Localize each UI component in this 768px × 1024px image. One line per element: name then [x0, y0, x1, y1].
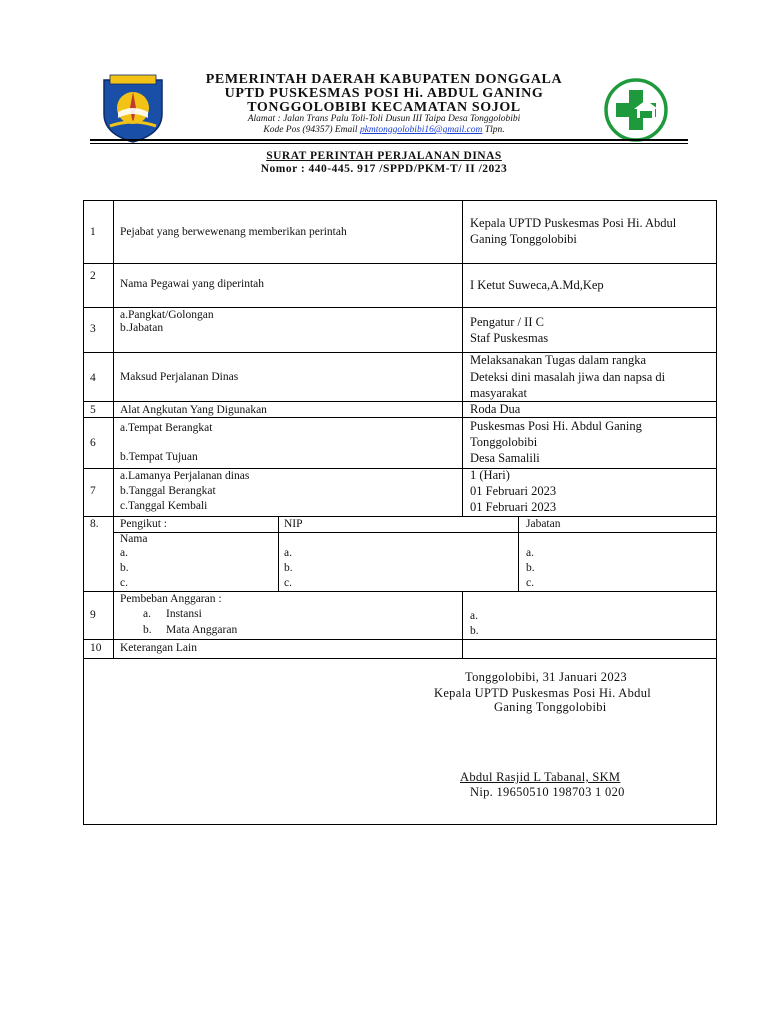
row-6-value-line-2: Tonggolobibi [470, 435, 538, 449]
row-3-number: 3 [90, 323, 96, 335]
row-9-value-a: a. [470, 610, 478, 622]
row-1-label: Pejabat yang berwewenang memberikan perintah [120, 226, 347, 238]
row-6-number: 6 [90, 437, 96, 449]
row-1-number: 1 [90, 226, 96, 238]
row-7-value-b: 01 Februari 2023 [470, 484, 557, 498]
phone-label: Tlpn. [484, 125, 505, 135]
email-link[interactable]: pkmtonggolobibi16@gmail.com [359, 125, 483, 135]
row-1-value-line-1: Kepala UPTD Puskesmas Posi Hi. Abdul [470, 216, 677, 230]
header-address: Alamat : Jalan Trans Palu Toli-Toli Dusun III Taipa Desa Tonggolobibi [247, 114, 521, 124]
nip-b: b. [284, 562, 293, 574]
row-7-label-c: c.Tanggal Kembali [120, 500, 208, 512]
row-5-value: Roda Dua [470, 402, 521, 416]
row-4-value-line-3: masyarakat [470, 386, 527, 400]
header-rule-thin [90, 143, 688, 144]
nip-a: a. [284, 547, 292, 559]
row-7-label-a: a.Lamanya Perjalanan dinas [120, 470, 250, 482]
row-8-number: 8. [90, 518, 99, 530]
row-4-value-line-1: Melaksanakan Tugas dalam rangka [470, 353, 647, 367]
row-9-item-a: Instansi [166, 608, 202, 620]
row-2-value: I Ketut Suweca,A.Md,Kep [470, 278, 604, 292]
row-6-value-line-1: Puskesmas Posi Hi. Abdul Ganing [470, 419, 642, 433]
row-3-label-b: b.Jabatan [120, 322, 164, 334]
row-9-label: Pembeban Anggaran : [120, 593, 222, 605]
signature-position-line-2: Ganing Tonggolobibi [494, 700, 607, 714]
signature-nip: Nip. 19650510 198703 1 020 [470, 785, 625, 799]
row-6-value-line-3: Desa Samalili [470, 451, 540, 465]
row-9-item-b-letter: b. [143, 624, 152, 636]
pengikut-c: c. [120, 577, 128, 589]
row-6-label-a: a.Tempat Berangkat [120, 422, 213, 434]
row-1-value-line-2: Ganing Tonggolobibi [470, 232, 577, 246]
header-contact [0, 125, 768, 135]
jabatan-header: Jabatan [526, 518, 561, 530]
nip-c: c. [284, 577, 292, 589]
row-7-value-a: 1 (Hari) [470, 468, 510, 482]
pengikut-header: Pengikut : [120, 518, 167, 530]
row-7-value-c: 01 Februari 2023 [470, 500, 557, 514]
pengikut-b: b. [120, 562, 129, 574]
jabatan-b: b. [526, 562, 535, 574]
row-3-value-b: Staf Puskesmas [470, 331, 549, 345]
row-9-item-b: Mata Anggaran [166, 624, 238, 636]
header-rule-thick [90, 139, 688, 141]
signature-position-line-1: Kepala UPTD Puskesmas Posi Hi. Abdul [434, 686, 652, 700]
row-3-value-a: Pengatur / II C [470, 315, 544, 329]
header-line-2: UPTD PUSKESMAS POSI Hi. ABDUL GANING [224, 86, 544, 101]
row-2-number: 2 [90, 270, 96, 282]
row-9-number: 9 [90, 609, 96, 621]
row-5-label: Alat Angkutan Yang Digunakan [120, 404, 267, 416]
row-9-item-a-letter: a. [143, 608, 151, 620]
row-2-label: Nama Pegawai yang diperintah [120, 278, 265, 290]
signature-place-date: Tonggolobibi, 31 Januari 2023 [465, 670, 627, 684]
row-10-label: Keterangan Lain [120, 642, 197, 654]
row-4-number: 4 [90, 372, 96, 384]
nip-header: NIP [284, 518, 303, 530]
pengikut-a: a. [120, 547, 128, 559]
row-9-value-b: b. [470, 625, 479, 637]
jabatan-c: c. [526, 577, 534, 589]
row-10-number: 10 [90, 642, 102, 654]
postal-code: Kode Pos (94357) Email [263, 125, 358, 135]
document-number: Nomor : 440-445. 917 /SPPD/PKM-T/ II /2023 [260, 163, 508, 175]
row-3-label-a: a.Pangkat/Golongan [120, 309, 214, 321]
header-line-3: TONGGOLOBIBI KECAMATAN SOJOL [247, 100, 521, 115]
row-7-number: 7 [90, 485, 96, 497]
signature-name: Abdul Rasjid L Tabanal, SKM [460, 770, 621, 784]
row-7-label-b: b.Tanggal Berangkat [120, 485, 216, 497]
row-4-label: Maksud Perjalanan Dinas [120, 371, 239, 383]
jabatan-a: a. [526, 547, 534, 559]
row-5-number: 5 [90, 404, 96, 416]
header-line-1: PEMERINTAH DAERAH KABUPATEN DONGGALA [205, 72, 563, 87]
nama-label: Nama [120, 533, 148, 545]
document-title: SURAT PERINTAH PERJALANAN DINAS [266, 150, 502, 162]
row-4-value-line-2: Deteksi dini masalah jiwa dan napsa di [470, 370, 666, 384]
row-6-label-b: b.Tempat Tujuan [120, 451, 198, 463]
